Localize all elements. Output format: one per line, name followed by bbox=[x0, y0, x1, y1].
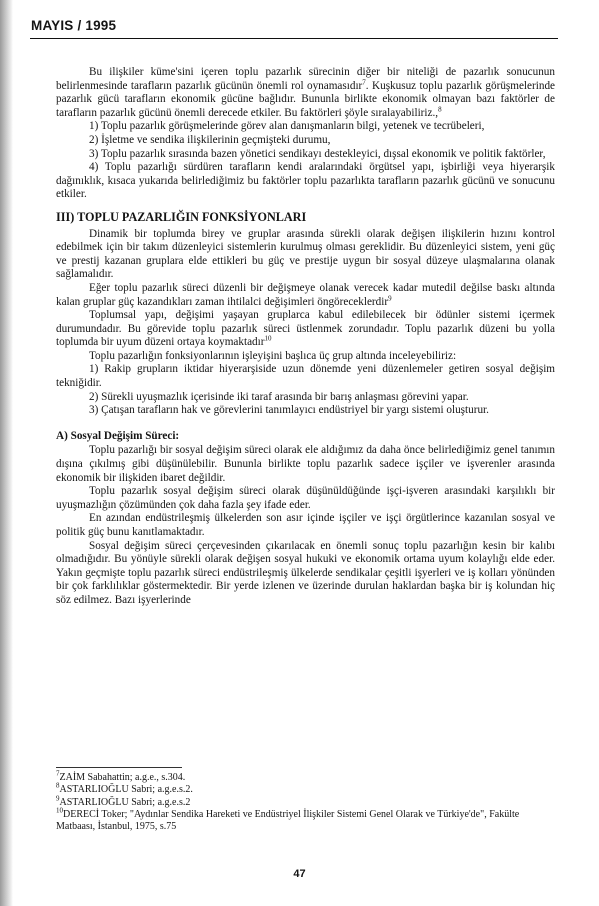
paragraph: En azından endüstrileşmiş ülkelerden son asır içinde işçiler ve işçi örgütlerince kazanılan sosyal ve politik güç bunu kanıtlamaktadır. bbox=[56, 512, 555, 538]
footnote-rule bbox=[56, 767, 182, 768]
list-item: 2) Sürekli uyuşmazlık içerisinde iki taraf arasında bir barış anlaşması görevini yapar. bbox=[89, 390, 469, 403]
list-item: 1) Rakip grupların iktidar hiyerarşiside uzun dönemde yeni düzenlemeler getiren sosyal değişim tekniğidir. bbox=[56, 363, 555, 390]
page-number: 47 bbox=[293, 868, 306, 880]
section-title: III) TOPLU PAZARLIĞIN FONKSİYONLARI bbox=[56, 209, 307, 224]
list-item: 1) Toplu pazarlık görüşmelerinde görev alan danışmanların bilgi, yetenek ve tecrübeleri, bbox=[89, 120, 485, 133]
footnotes bbox=[56, 769, 555, 833]
paragraph: Toplumsal yapı, değişimi yaşayan gruplarca kabul edilebilecek bir ödünler sistemi içermek durumundadır. Bu görevide toplu pazarlık süreci üstlenmek zorundadır. Toplu pazarlık düzeni bu yolla toplumda bir uyum düzeni ortaya koymaktadır$^{10}$ bbox=[56, 309, 555, 349]
subsection-title: A) Sosyal Değişim Süreci: bbox=[56, 429, 180, 442]
list-item: 3) Toplu pazarlık sırasında bazen yönetici sendikayı destekleyici, dışsal ekonomik ve politik faktörler, bbox=[89, 147, 546, 160]
footnote: $^9$ASTARLIOĞLU Sabri; a.g.e.s.2 bbox=[56, 794, 191, 808]
footnote: $^7$ZAİM Sabahattin; a.g.e., s.304. bbox=[56, 769, 186, 783]
scan-gutter-shadow bbox=[0, 0, 13, 906]
footnote-ref: 9 bbox=[388, 293, 392, 302]
footnote: $^8$ASTARLIOĞLU Sabri; a.g.e.s.2. bbox=[56, 781, 193, 796]
list-item: 3) Çatışan tarafların hak ve görevlerini tanımlayıcı endüstriyel bir yargı sistemi oluşturur. bbox=[89, 404, 489, 417]
paragraph: Sosyal değişim süreci çerçevesinden çıkarılacak en önemli sonuç toplu pazarlığın kesin bir kalıbı olmadığıdır. Bu yönüyle sürekli olarak değişen sosyal hukuki ve ekonomik ortama uyum kolaylığı elde eder. Yakın geçmişte toplu pazarlık süreci endüstrileşmiş ülkelerde sendikalar çeşitli işyerleri ve iş kolları yönünden bir çok farklılıklar göstermektedir. Bir yerde izlenen ve üzerinde durulan haklardan başka bir iş kolundan hiç söz edilmez. Bazı işyerlerinde bbox=[56, 539, 555, 606]
footnote-ref: 8 bbox=[438, 105, 442, 114]
footnote-ref: 10 bbox=[264, 334, 272, 343]
footnote: $^{10}$DERECİ Toker; "Aydınlar Sendika Hareketi ve Endüstriyel İlişkiler Sistemi Genel Olarak ve Türkiye'de", Fakülte Matbaası, İstanbul, 1975, s.75 bbox=[56, 806, 520, 833]
list-item: 2) İşletme ve sendika ilişkilerinin geçmişteki durumu, bbox=[89, 133, 331, 146]
paragraph: Dinamik bir toplumda birey ve gruplar arasında sürekli olarak değişen ilişkilerin hızını kontrol edebilmek için bir takım düzenleyici sistemlerin kurulmuş olması gereklidir. Bu düzenleyici sistem, yeni güç ve prestij kazanan gruplara elde ettikleri bu güç ve prestije uygun bir sosyal düzeye ulaşmalarına olanak sağlamalıdır. bbox=[56, 227, 555, 281]
list-item: 4) Toplu pazarlığı sürdüren tarafların kendi aralarındaki örgütsel yapı, işbirliği veya hiyerarşik dağınıklık, kısaca yukarıda belirlediğimiz bu faktörler toplu pazarlıkta tarafların pazarlık gücünü ve sonucunu etkiler. bbox=[56, 161, 555, 201]
body-text bbox=[56, 66, 555, 608]
paragraph: Toplu pazarlığın fonksiyonlarının işleyişini başlıca üç grup altında inceleyebiliriz: bbox=[89, 349, 457, 362]
paragraph: Toplu pazarlığı bir sosyal değişim süreci olarak ele aldığımız da daha önce belirlediğimiz genel tanımın dışına çıkılmış gibi düşünülebilir. Bununla birlikte toplu pazarlık sadece işçiler ve işverenler arasında ekonomik bir ilişkiden ibaret değildir. bbox=[56, 444, 555, 484]
paragraph: Toplu pazarlık sosyal değişim süreci olarak düşünüldüğünde işçi-işveren arasındaki karşılıklı bir uyuşmazlığın çözümünden çok daha fazla şey ifade eder. bbox=[56, 485, 555, 511]
footnote-ref: 7 bbox=[362, 77, 366, 86]
running-header: MAYIS / 1995 bbox=[31, 18, 117, 33]
paragraph: Bu ilişkiler küme'sini içeren toplu pazarlık sürecinin diğer bir niteliği de pazarlık sonucunun belirlenmesinde tarafların pazarlık gücünün önemli rol oynamasıdır$^7$. Kuşkusuz toplu pazarlık görüşmelerinde pazarlık gücü tarafların ekonomik gücüne bağlıdır. Bununla birlikte ekonomik olmayan bazı faktörler de tarafların pazarlık gücünü önemli derecede etkiler. Bu faktörleri şöyle sıralayabiliriz.,$^8$ bbox=[56, 66, 555, 119]
paragraph: Eğer toplu pazarlık süreci düzenli bir değişmeye olanak verecek kadar mutedil değilse baskı altında kalan gruplar güç kazandıkları zaman ihtilalci değişimleri öngöreceklerdir$^9$ bbox=[56, 281, 555, 308]
header-rule bbox=[30, 38, 558, 39]
